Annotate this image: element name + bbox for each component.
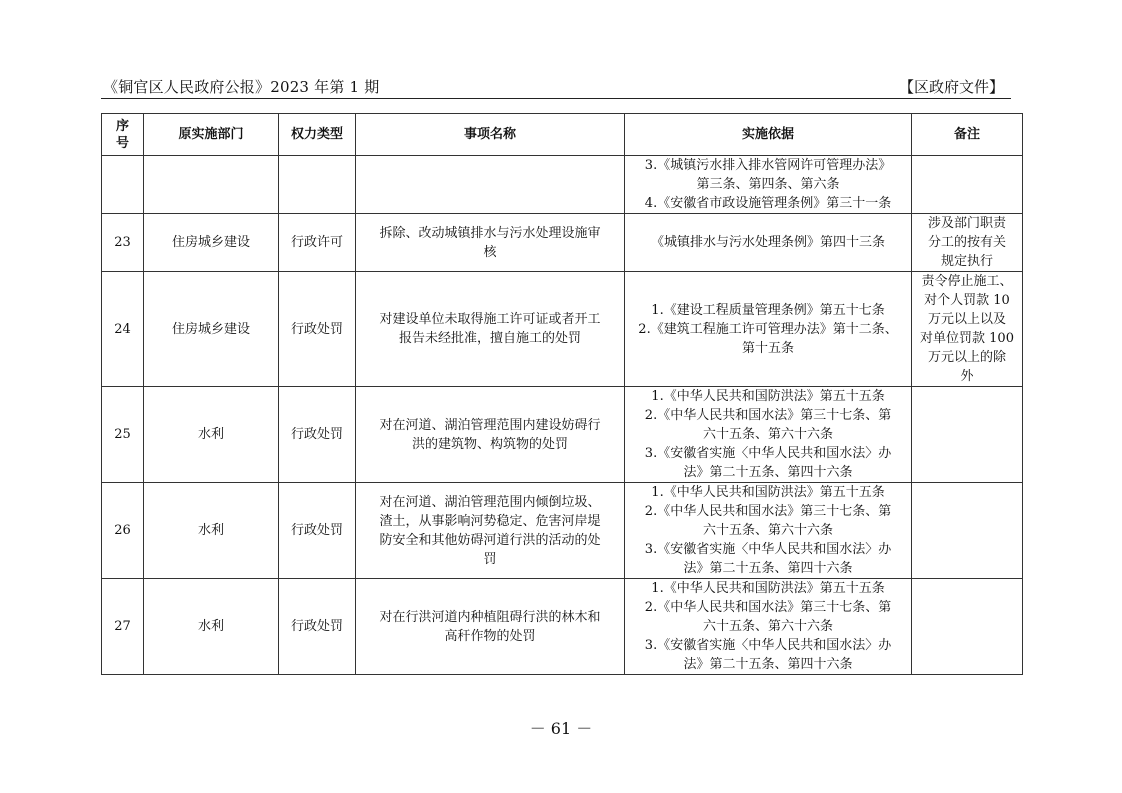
cell-basis-line: 3.《安徽省实施〈中华人民共和国水法〉办 bbox=[644, 638, 892, 653]
cell-type: 行政处罚 bbox=[279, 579, 356, 675]
col-header-type: 权力类型 bbox=[279, 114, 356, 156]
cell-basis-line: 2.《建筑工程施工许可管理办法》第十二条、 bbox=[638, 321, 898, 337]
cell-note-line: 外 bbox=[960, 369, 974, 384]
cell-note bbox=[912, 214, 1023, 272]
table-header-row bbox=[102, 114, 1023, 156]
page-number: － 61 － bbox=[529, 719, 593, 738]
cell-basis-line: 1.《建设工程质量管理条例》第五十七条 bbox=[651, 302, 885, 318]
col-header-no: 序号 bbox=[102, 114, 144, 156]
cell-note bbox=[912, 579, 1023, 675]
basis-line: 4.《安徽省市政设施管理条例》第三十一条 bbox=[644, 196, 892, 211]
cell-no: 24 bbox=[102, 272, 144, 387]
table-row bbox=[102, 579, 1023, 675]
cell-note-line: 万元以上以及 bbox=[927, 312, 1006, 327]
table-row bbox=[102, 214, 1023, 272]
cell-type: 行政处罚 bbox=[279, 387, 356, 483]
cell-no: 23 bbox=[102, 214, 144, 272]
cell-name-line: 拆除、改动城镇排水与污水处理设施审 bbox=[379, 225, 601, 241]
cell-name-line: 罚 bbox=[483, 551, 497, 567]
cell-type: 行政处罚 bbox=[279, 272, 356, 387]
cell-name bbox=[356, 272, 625, 387]
col-header-basis: 实施依据 bbox=[625, 114, 912, 156]
cell-note-line: 分工的按有关 bbox=[927, 235, 1006, 250]
cell-name bbox=[356, 156, 625, 214]
cell-note bbox=[912, 156, 1023, 214]
cell-basis-line: 2.《中华人民共和国水法》第三十七条、第 bbox=[644, 600, 892, 615]
cell-basis-line: 六十五条、第六十六条 bbox=[702, 523, 833, 538]
cell-note bbox=[912, 387, 1023, 483]
cell-no: 26 bbox=[102, 483, 144, 579]
cell-note-line: 对个人罚款 10 bbox=[924, 293, 1010, 308]
cell-note-line: 责令停止施工、 bbox=[921, 274, 1013, 289]
cell-note-line: 万元以上的除 bbox=[927, 350, 1006, 365]
cell-basis bbox=[625, 387, 912, 483]
cell-basis-line: 2.《中华人民共和国水法》第三十七条、第 bbox=[644, 504, 892, 519]
cell-dept: 住房城乡建设 bbox=[144, 272, 279, 387]
basis-line: 第三条、第四条、第六条 bbox=[696, 177, 840, 192]
cell-basis-line: 六十五条、第六十六条 bbox=[702, 619, 833, 634]
cell-basis bbox=[625, 483, 912, 579]
cell-name-line: 对建设单位未取得施工许可证或者开工 bbox=[379, 312, 601, 327]
cell-note bbox=[912, 483, 1023, 579]
cell-dept: 水利 bbox=[144, 387, 279, 483]
cell-name-line: 高秆作物的处罚 bbox=[444, 628, 536, 644]
cell-dept bbox=[144, 156, 279, 214]
col-header-name: 事项名称 bbox=[356, 114, 625, 156]
col-header-note: 备注 bbox=[912, 114, 1023, 156]
table-row bbox=[102, 483, 1023, 579]
cell-basis-line: 六十五条、第六十六条 bbox=[702, 427, 833, 442]
cell-name bbox=[356, 579, 625, 675]
cell-basis-line: 3.《安徽省实施〈中华人民共和国水法〉办 bbox=[644, 446, 892, 461]
header-rule bbox=[101, 98, 1011, 99]
cell-basis-line: 1.《中华人民共和国防洪法》第五十五条 bbox=[651, 389, 885, 404]
cell-name-line: 渣土，从事影响河势稳定、危害河岸堤 bbox=[379, 513, 601, 529]
cell-name-line: 核 bbox=[483, 244, 497, 260]
cell-no bbox=[102, 156, 144, 214]
cell-type: 行政许可 bbox=[279, 214, 356, 272]
cell-type: 行政处罚 bbox=[279, 483, 356, 579]
cell-basis-line: 2.《中华人民共和国水法》第三十七条、第 bbox=[644, 408, 892, 423]
cell-dept: 住房城乡建设 bbox=[144, 214, 279, 272]
cell-basis bbox=[625, 156, 912, 214]
table-row bbox=[102, 272, 1023, 387]
cell-name-line: 对在河道、湖泊管理范围内建设妨碍行 bbox=[379, 417, 601, 433]
cell-basis-line: 法》第二十五条、第四十六条 bbox=[683, 657, 853, 672]
cell-name bbox=[356, 483, 625, 579]
bulletin-title: 《铜官区人民政府公报》2023 年第 1 期 bbox=[103, 78, 380, 96]
cell-name-line: 报告未经批准，擅自施工的处罚 bbox=[398, 331, 581, 346]
cell-basis-line: 第十五条 bbox=[741, 340, 794, 356]
cell-basis bbox=[625, 272, 912, 387]
power-list-table bbox=[101, 113, 1023, 675]
cell-basis-line: 《城镇排水与污水处理条例》第四十三条 bbox=[650, 235, 885, 250]
cell-basis-line: 1.《中华人民共和国防洪法》第五十五条 bbox=[651, 581, 885, 596]
section-label: 【区政府文件】 bbox=[898, 78, 1004, 96]
cell-note-line: 涉及部门职责 bbox=[927, 216, 1006, 231]
cell-dept: 水利 bbox=[144, 483, 279, 579]
cell-name bbox=[356, 214, 625, 272]
cell-dept: 水利 bbox=[144, 579, 279, 675]
cell-no: 25 bbox=[102, 387, 144, 483]
cell-basis bbox=[625, 579, 912, 675]
cell-type bbox=[279, 156, 356, 214]
cell-name-line: 对在河道、湖泊管理范围内倾倒垃圾、 bbox=[379, 494, 601, 510]
table-row bbox=[102, 387, 1023, 483]
cell-basis-line: 1.《中华人民共和国防洪法》第五十五条 bbox=[651, 485, 885, 500]
cell-basis-line: 法》第二十五条、第四十六条 bbox=[683, 465, 853, 480]
cell-name-line: 对在行洪河道内种植阻碍行洪的林木和 bbox=[379, 609, 601, 625]
cell-basis-line: 法》第二十五条、第四十六条 bbox=[683, 561, 853, 576]
cell-note bbox=[912, 272, 1023, 387]
basis-line: 3.《城镇污水排入排水管网许可管理办法》 bbox=[644, 158, 892, 173]
table-row-continued bbox=[102, 156, 1023, 214]
cell-note-line: 规定执行 bbox=[940, 254, 993, 269]
cell-note-line: 对单位罚款 100 bbox=[920, 331, 1014, 346]
cell-name-line: 防安全和其他妨碍河道行洪的活动的处 bbox=[379, 532, 601, 548]
cell-name bbox=[356, 387, 625, 483]
cell-basis-line: 3.《安徽省实施〈中华人民共和国水法〉办 bbox=[644, 542, 892, 557]
cell-name-line: 洪的建筑物、构筑物的处罚 bbox=[411, 436, 568, 452]
col-header-dept: 原实施部门 bbox=[144, 114, 279, 156]
cell-no: 27 bbox=[102, 579, 144, 675]
cell-basis bbox=[625, 214, 912, 272]
